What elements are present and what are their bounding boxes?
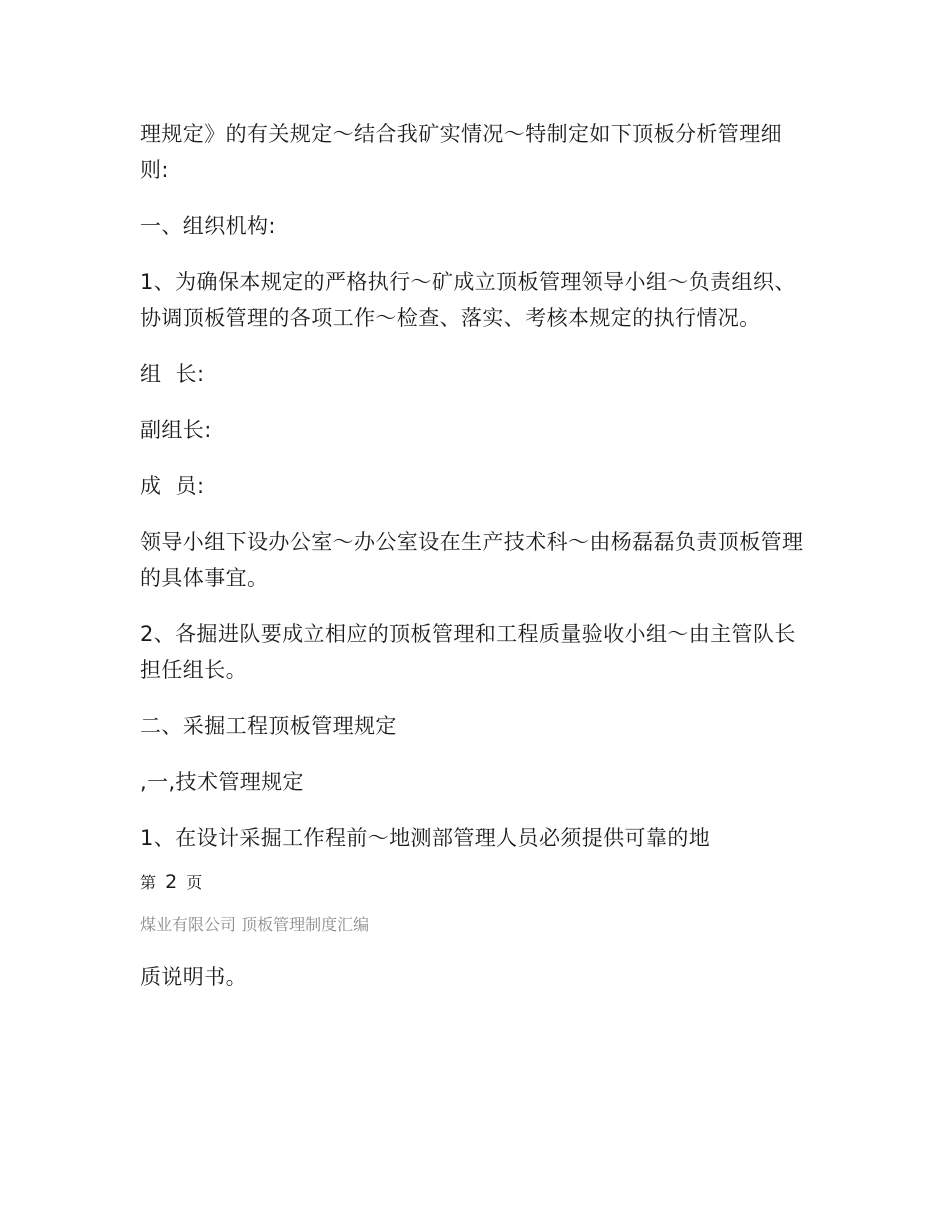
field-members: 成 员: bbox=[140, 474, 205, 498]
page-number: 2 bbox=[165, 871, 178, 893]
field-group-leader: 组 长: bbox=[140, 362, 205, 386]
page-number-footer bbox=[140, 870, 810, 895]
heading-technical-management: ,一,技术管理规定 bbox=[140, 770, 304, 794]
heading-organization: 一、组织机构: bbox=[140, 214, 276, 238]
running-header: 煤业有限公司 顶板管理制度汇编 bbox=[140, 915, 370, 934]
paragraph-continuation: 质说明书。 bbox=[140, 965, 247, 989]
paragraph-intro: 理规定》的有关规定～结合我矿实情况～特制定如下顶板分析管理细则: bbox=[140, 122, 782, 182]
paragraph-design-requirement: 1、在设计采掘工作程前～地测部管理人员必须提供可靠的地 bbox=[140, 826, 711, 850]
paragraph-excavation-teams: 2、各掘进队要成立相应的顶板管理和工程质量验收小组～由主管队长担任组长。 bbox=[140, 622, 796, 682]
page-content bbox=[140, 116, 810, 1015]
paragraph-office: 领导小组下设办公室～办公室设在生产技术科～由杨磊磊负责顶板管理的具体事宜。 bbox=[140, 530, 804, 590]
field-deputy-leader: 副组长: bbox=[140, 418, 212, 442]
page-number-prefix: 第 bbox=[140, 873, 157, 892]
paragraph-leadership-group: 1、为确保本规定的严格执行～矿成立顶板管理领导小组～负责组织、协调顶板管理的各项工作～检查、落实、考核本规定的执行情况。 bbox=[140, 270, 796, 330]
page-number-suffix: 页 bbox=[186, 873, 203, 892]
heading-roof-management: 二、采掘工程顶板管理规定 bbox=[140, 714, 397, 738]
